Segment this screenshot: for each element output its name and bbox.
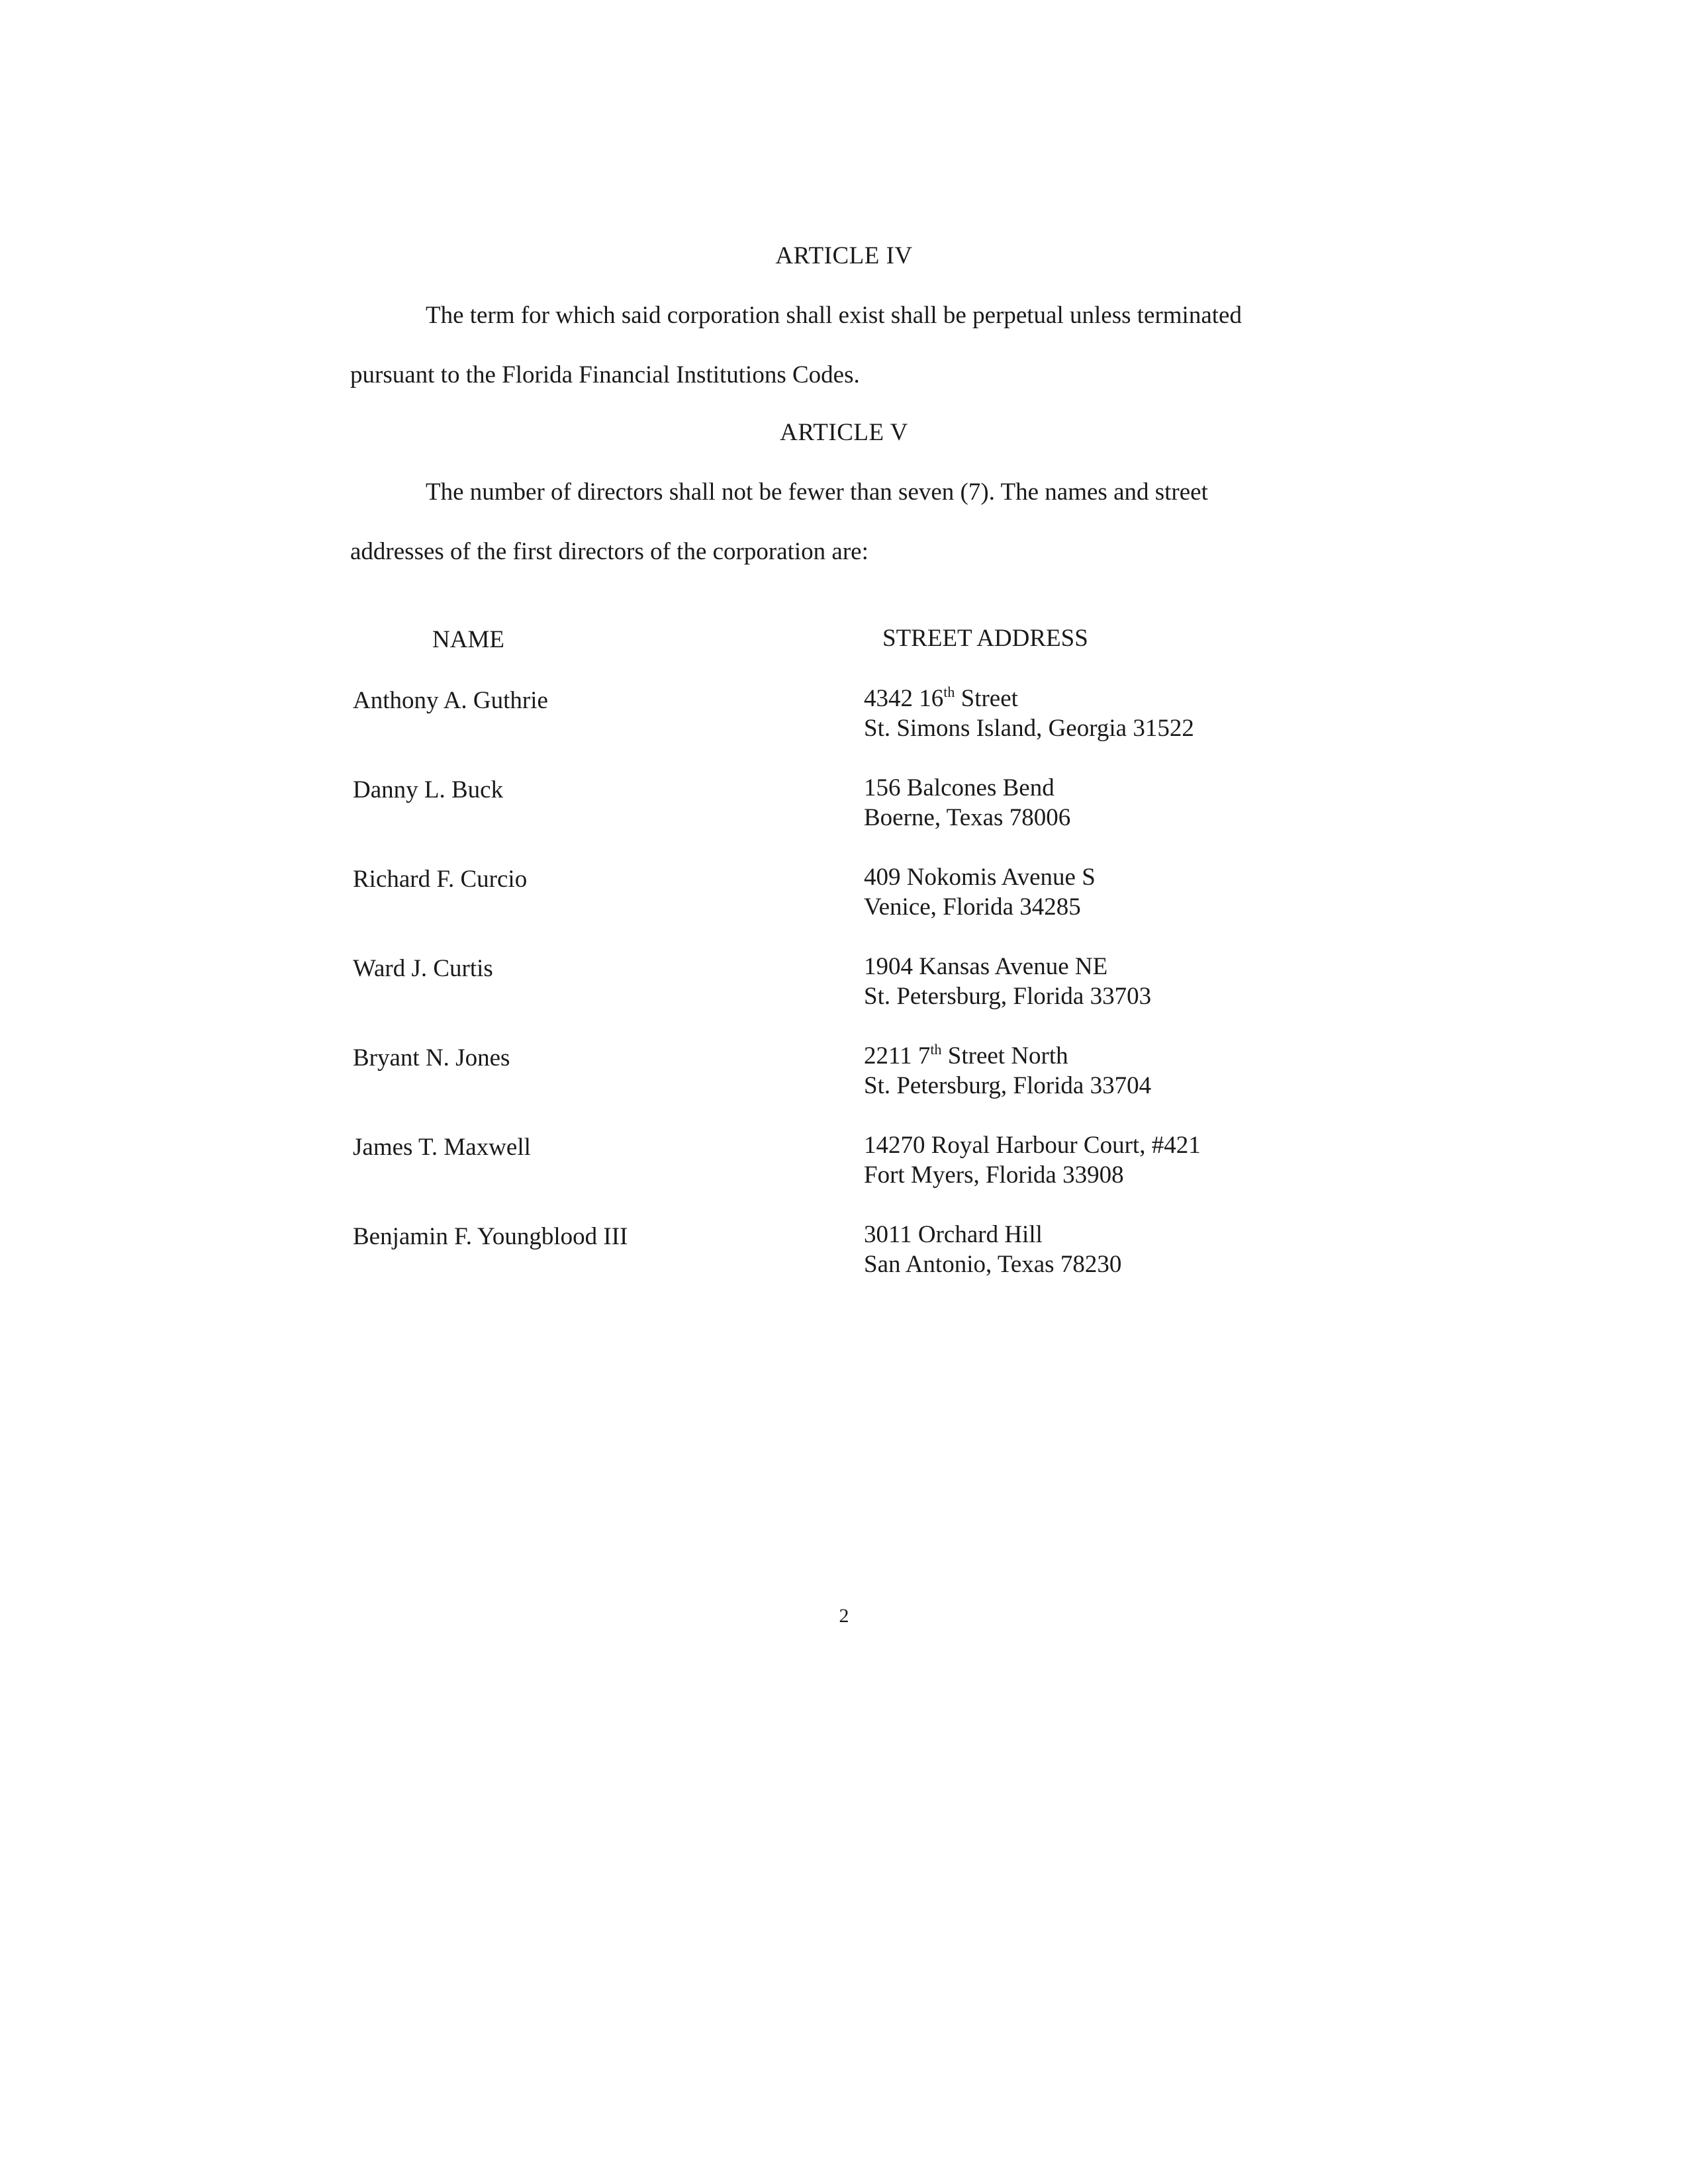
director-name: Richard F. Curcio <box>353 866 528 893</box>
address-line-1: 3011 Orchard Hill <box>864 1221 1043 1248</box>
article-iv-line-1: The term for which said corporation shall exist shall be perpetual unless terminated <box>426 302 1242 329</box>
address-line-1: 4342 16th Street <box>864 684 1018 712</box>
director-address <box>864 1041 1151 1101</box>
director-address <box>864 773 1070 833</box>
article-v-line-1: The number of directors shall not be fewer than seven (7). The names and street <box>426 478 1208 506</box>
director-name: James T. Maxwell <box>353 1134 531 1161</box>
article-v-heading: ARTICLE V <box>780 419 908 446</box>
director-address <box>864 862 1096 922</box>
page-number: 2 <box>839 1605 849 1627</box>
article-iv-heading: ARTICLE IV <box>775 242 913 269</box>
address-line-2: St. Petersburg, Florida 33704 <box>864 1072 1152 1099</box>
director-name: Danny L. Buck <box>353 776 504 803</box>
name-column-header: NAME <box>432 626 504 653</box>
address-line-2: Fort Myers, Florida 33908 <box>864 1161 1124 1189</box>
director-address <box>864 1220 1121 1279</box>
address-line-1: 2211 7th Street North <box>864 1041 1068 1069</box>
address-line-2: Venice, Florida 34285 <box>864 893 1081 921</box>
address-line-2: St. Petersburg, Florida 33703 <box>864 983 1152 1010</box>
address-line-1: 409 Nokomis Avenue S <box>864 864 1096 891</box>
address-line-2: San Antonio, Texas 78230 <box>864 1251 1122 1278</box>
director-address <box>864 684 1194 743</box>
director-address <box>864 1130 1201 1190</box>
address-line-2: St. Simons Island, Georgia 31522 <box>864 715 1194 742</box>
address-line-1: 1904 Kansas Avenue NE <box>864 953 1108 980</box>
article-v-line-2: addresses of the first directors of the corporation are: <box>350 538 868 565</box>
director-name: Ward J. Curtis <box>353 955 493 982</box>
director-name: Bryant N. Jones <box>353 1044 510 1071</box>
address-column-header: STREET ADDRESS <box>882 625 1088 652</box>
director-name: Anthony A. Guthrie <box>353 687 548 714</box>
director-address <box>864 952 1151 1011</box>
address-line-1: 14270 Royal Harbour Court, #421 <box>864 1132 1201 1159</box>
director-name: Benjamin F. Youngblood III <box>353 1223 628 1250</box>
article-iv-line-2: pursuant to the Florida Financial Institutions Codes. <box>350 361 860 388</box>
address-line-2: Boerne, Texas 78006 <box>864 804 1071 831</box>
address-line-1: 156 Balcones Bend <box>864 774 1055 801</box>
